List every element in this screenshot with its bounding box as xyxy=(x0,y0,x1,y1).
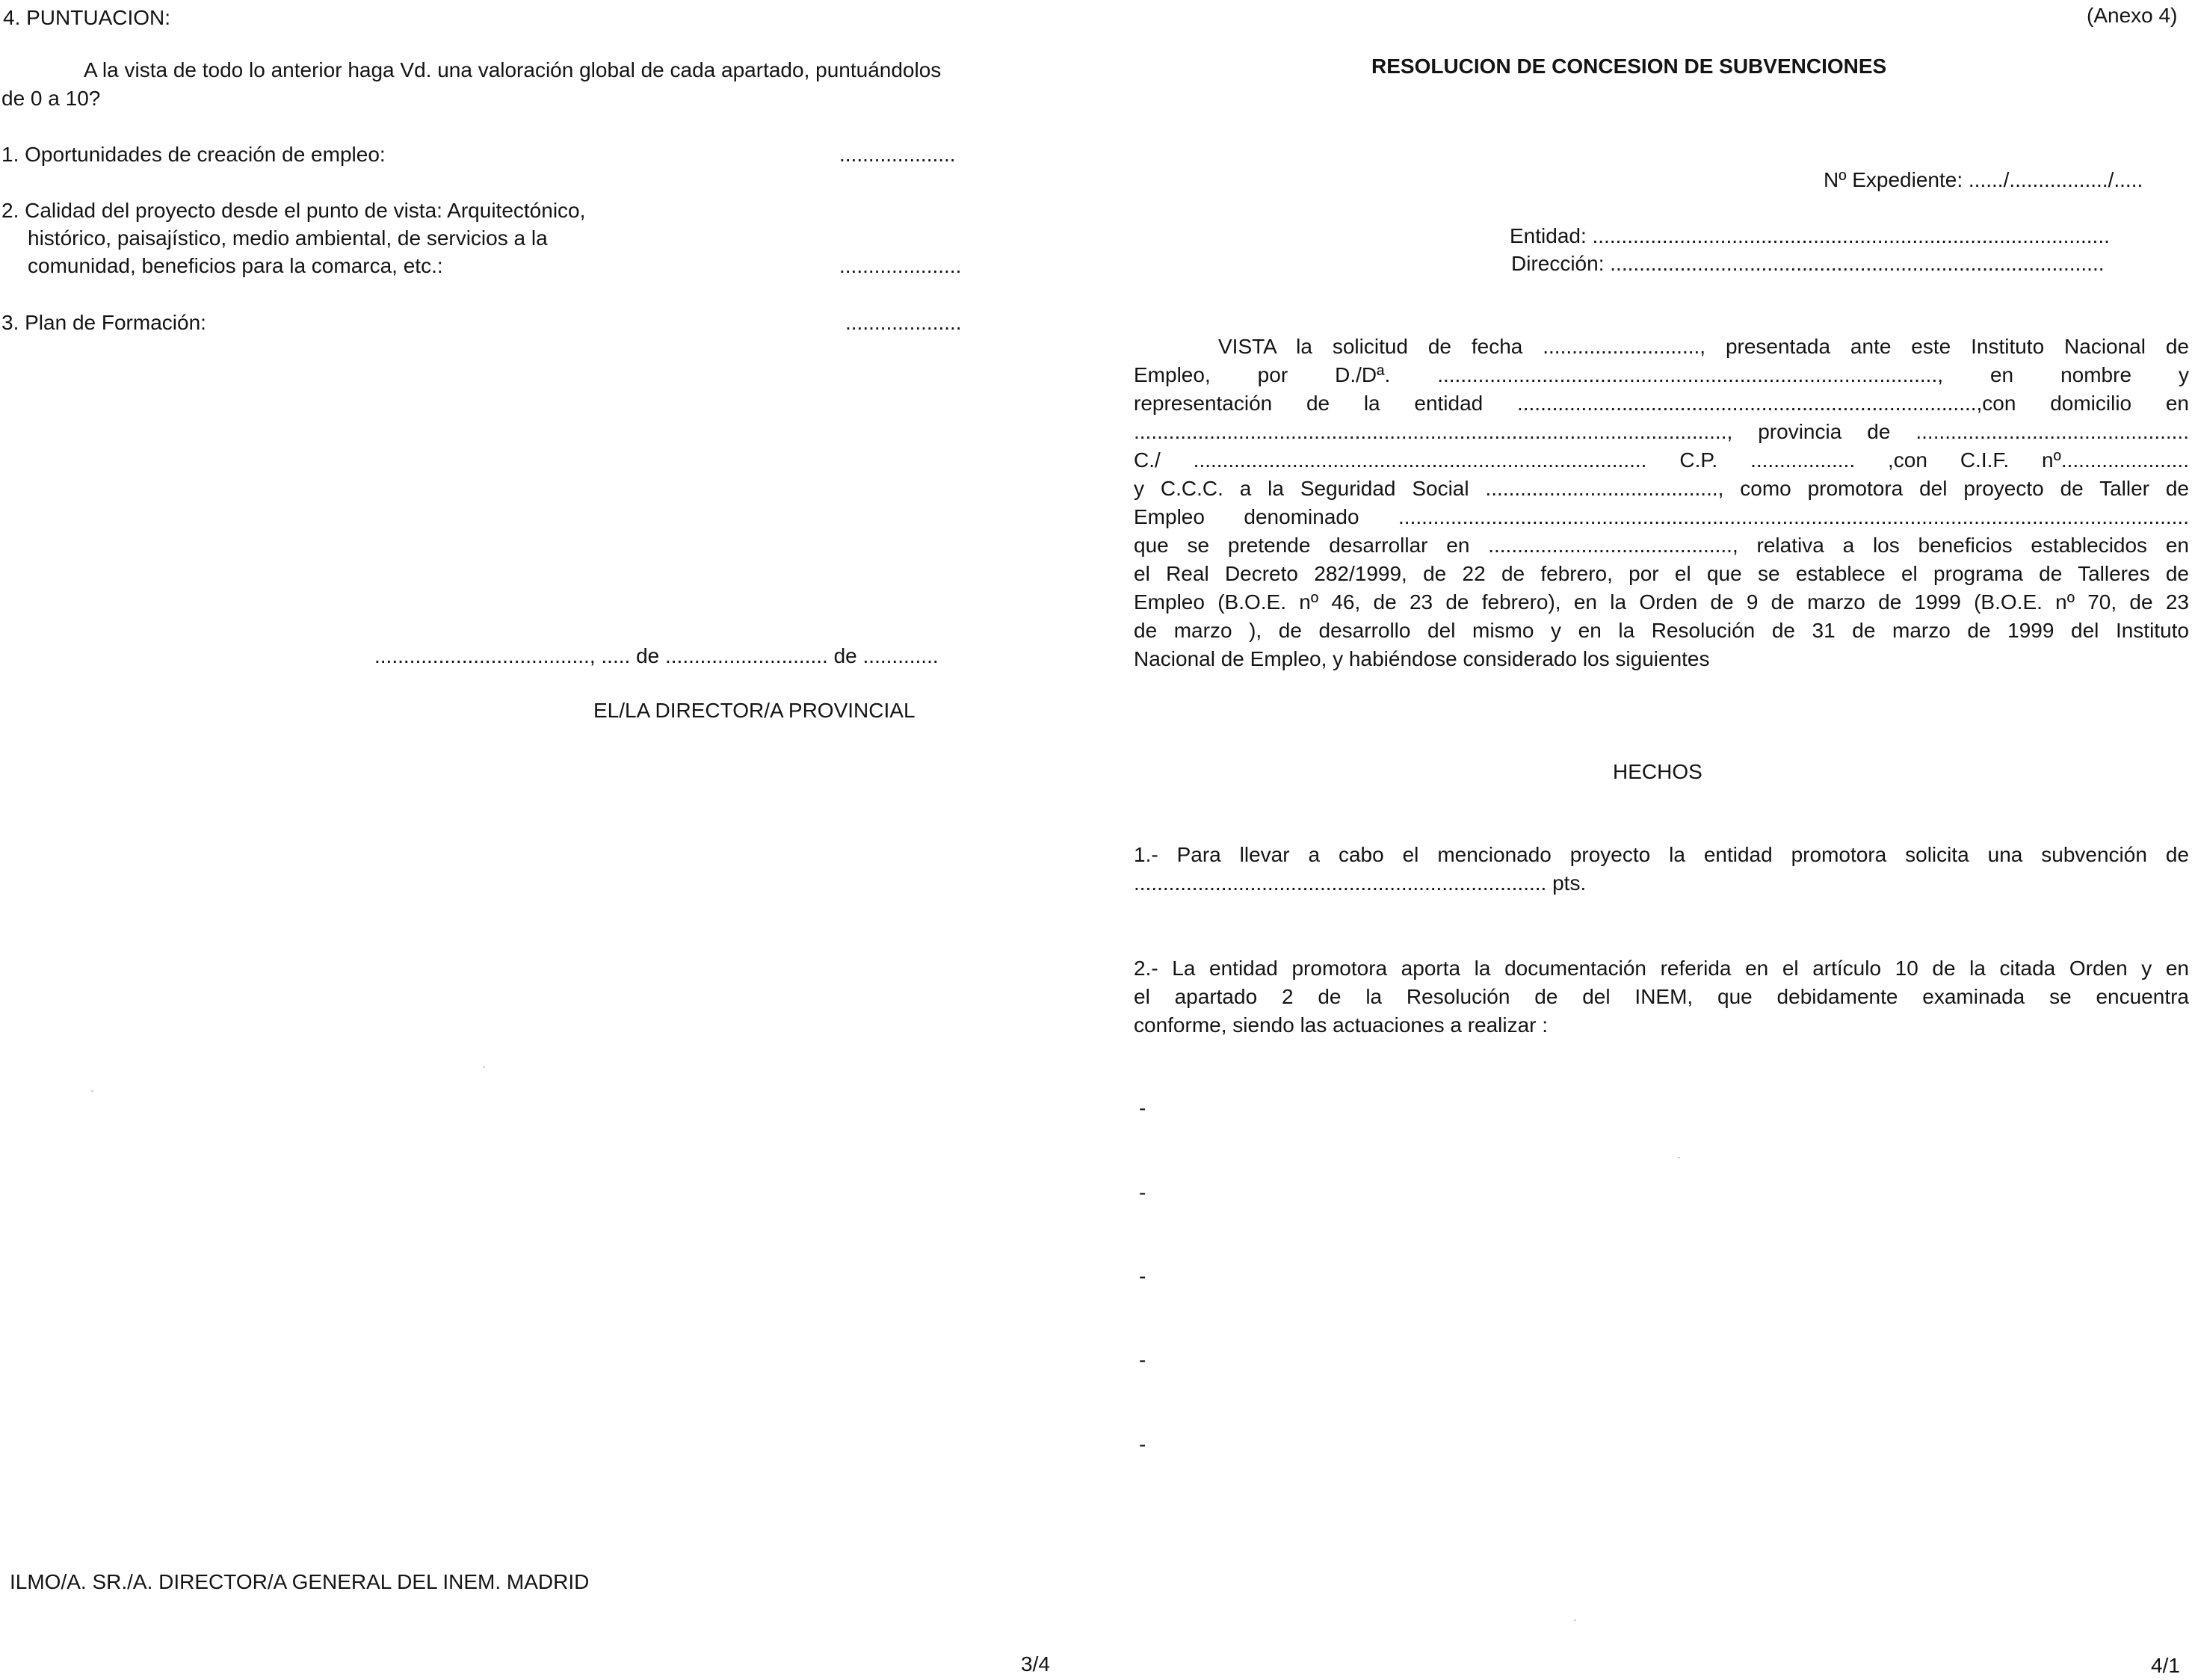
vista-line: el Real Decreto 282/1999, de 22 de febrero, por el que se establece el programa de Talleres de xyxy=(1134,562,2189,585)
vista-line: ......................................................................................................, provincia de ............................................... xyxy=(1134,420,2189,443)
actuacion-list-item: - xyxy=(1139,1264,1146,1288)
annex-label: (Anexo 4) xyxy=(2087,4,2178,27)
vista-line: VISTA la solicitud de fecha ..........................., presentada ante este Instituto Nacional de xyxy=(1218,335,2189,358)
scan-speck xyxy=(1574,1619,1576,1621)
item-3-label: 3. Plan de Formación: xyxy=(1,311,206,334)
intro-line-1: A la vista de todo lo anterior haga Vd. una valoración global de cada apartado, puntuándolos xyxy=(84,58,942,81)
vista-line: Empleo denominado ........................................................................................................................................ xyxy=(1134,505,2189,528)
vista-line: Empleo, por D./Dª. ......................................................................................, en nombre y xyxy=(1134,363,2189,386)
scan-speck xyxy=(483,1066,485,1068)
signature-director-provincial: EL/LA DIRECTOR/A PROVINCIAL xyxy=(593,699,916,722)
hecho-2-line: conforme, siendo las actuaciones a realizar : xyxy=(1134,1013,1549,1037)
vista-line: representación de la entidad ...............................................................................,con domicilio en xyxy=(1134,392,2189,415)
item-2-line-3: comunidad, beneficios para la comarca, etc.: xyxy=(28,254,443,277)
vista-line: Nacional de Empleo, y habiéndose considerado los siguientes xyxy=(1134,647,1710,670)
section-heading-puntuacion: 4. PUNTUACION: xyxy=(3,6,171,29)
vista-line: Empleo (B.O.E. nº 46, de 23 de febrero), en la Orden de 9 de marzo de 1999 (B.O.E. nº 70, de 23 xyxy=(1134,590,2189,614)
resolution-title: RESOLUCION DE CONCESION DE SUBVENCIONES xyxy=(1371,55,1887,78)
actuacion-list-item: - xyxy=(1139,1348,1146,1371)
actuacion-list-item: - xyxy=(1139,1181,1146,1204)
vista-line: C./ .............................................................................. C.P. .................. ,con C.I.F. nº...................... xyxy=(1134,448,2189,472)
vista-line: de marzo ), de desarrollo del mismo y en la Resolución de 31 de marzo de 1999 del Instituto xyxy=(1134,619,2189,642)
date-place-line: ....................................., ..... de ............................ de ............. xyxy=(374,644,939,667)
hecho-2-paragraph xyxy=(1134,954,2189,1040)
scan-speck xyxy=(91,1090,93,1092)
hecho-2-line: 2.- La entidad promotora aporta la documentación referida en el artículo 10 de la citada Orden y en xyxy=(1134,957,2189,980)
item-2-line-1: 2. Calidad del proyecto desde el punto de vista: Arquitectónico, xyxy=(1,199,586,222)
hechos-heading: HECHOS xyxy=(1613,760,1702,783)
item-1-score-blank: .................... xyxy=(839,143,956,166)
actuacion-list-item: - xyxy=(1139,1096,1146,1120)
page-number-right: 4/1 xyxy=(2151,1654,2180,1677)
hecho-1-line: ....................................................................... pts. xyxy=(1134,871,1587,895)
direccion-line: Dirección: ..................................................................................... xyxy=(1511,252,2105,275)
item-3-score-blank: .................... xyxy=(845,311,962,334)
vista-line: que se pretende desarrollar en .........................................., relativa a los beneficios establecidos en xyxy=(1134,534,2189,557)
expediente-number-line: Nº Expediente: ....../................./..... xyxy=(1824,168,2143,191)
vista-paragraph xyxy=(1134,333,2189,673)
item-1-label: 1. Oportunidades de creación de empleo: xyxy=(1,143,386,166)
item-2-score-blank: ..................... xyxy=(839,254,962,277)
addressee-line: ILMO/A. SR./A. DIRECTOR/A GENERAL DEL INEM. MADRID xyxy=(10,1570,590,1593)
hecho-1-paragraph xyxy=(1134,841,2189,898)
entidad-line: Entidad: ......................................................................................... xyxy=(1510,224,2110,247)
intro-line-2: de 0 a 10? xyxy=(1,87,101,110)
page-number-left: 3/4 xyxy=(1021,1652,1050,1676)
item-2-line-2: histórico, paisajístico, medio ambiental, de servicios a la xyxy=(28,226,548,250)
scan-speck xyxy=(1678,1157,1680,1158)
hecho-1-line: 1.- Para llevar a cabo el mencionado proyecto la entidad promotora solicita una subvención de xyxy=(1134,843,2189,866)
vista-line: y C.C.C. a la Seguridad Social ........................................, como promotora del proyecto de Taller de xyxy=(1134,477,2189,500)
actuacion-list-item: - xyxy=(1139,1433,1146,1456)
hecho-2-line: el apartado 2 de la Resolución de del INEM, que debidamente examinada se encuentra xyxy=(1134,985,2189,1008)
